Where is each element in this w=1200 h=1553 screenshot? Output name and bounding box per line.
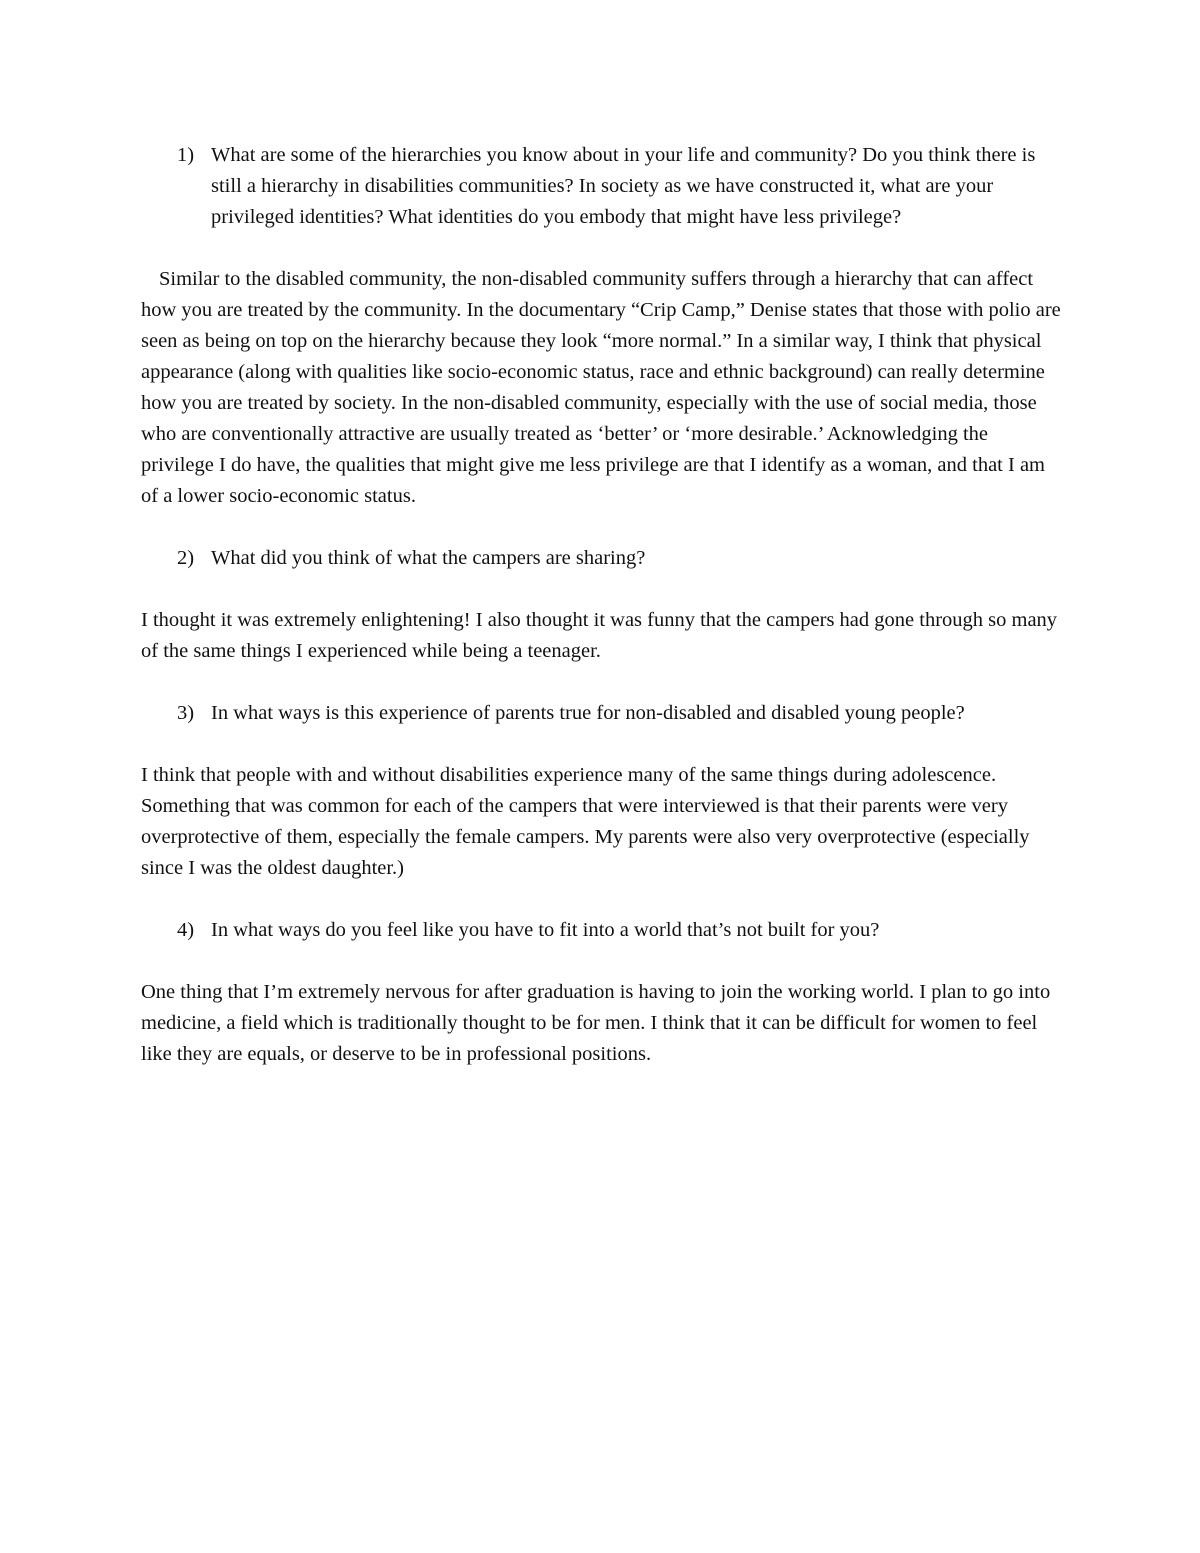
question-text: What are some of the hierarchies you know about in your life and community? Do you think there is still a hierarchy in disabilities communities? In society as we have constructed it, what are your privileged identities? What identities do you embody that might have less privilege? <box>211 144 1036 228</box>
question-number: 1) <box>177 144 195 166</box>
question-1 <box>141 140 1061 233</box>
answer-1: Similar to the disabled community, the non-disabled community suffers through a hierarchy that can affect how you are treated by the community. In the documentary “Crip Camp,” Denise states that those with polio are seen as being on top on the hierarchy because they look “more normal.” In a similar way, I think that physical appearance (along with qualities like socio-economic status, race and ethnic background) can really determine how you are treated by society. In the non-disabled community, especially with the use of social media, those who are conventionally attractive are usually treated as ‘better’ or ‘more desirable.’ Acknowledging the privilege I do have, the qualities that might give me less privilege are that I identify as a woman, and that I am of a lower socio-economic status. <box>141 268 1061 507</box>
question-3 <box>141 698 1061 729</box>
answer-2: I thought it was extremely enlightening! I also thought it was funny that the campers had gone through so many of the same things I experienced while being a teenager. <box>141 609 1058 662</box>
document-body <box>141 140 1061 1101</box>
question-text: What did you think of what the campers are sharing? <box>211 547 646 569</box>
answer-4: One thing that I’m extremely nervous for after graduation is having to join the working world. I plan to go into medicine, a field which is traditionally thought to be for men. I think that it can be difficult for women to feel like they are equals, or deserve to be in professional positions. <box>141 981 1051 1065</box>
question-number: 2) <box>177 547 195 569</box>
question-4 <box>141 915 1061 946</box>
question-text: In what ways is this experience of parents true for non-disabled and disabled young people? <box>211 702 965 724</box>
question-number: 3) <box>177 702 195 724</box>
question-2 <box>141 543 1061 574</box>
question-text: In what ways do you feel like you have to fit into a world that’s not built for you? <box>211 919 880 941</box>
question-number: 4) <box>177 919 195 941</box>
answer-3: I think that people with and without disabilities experience many of the same things during adolescence. Something that was common for each of the campers that were interviewed is that their parents were very overprotective of them, especially the female campers. My parents were also very overprotective (especially since I was the oldest daughter.) <box>141 764 1030 879</box>
